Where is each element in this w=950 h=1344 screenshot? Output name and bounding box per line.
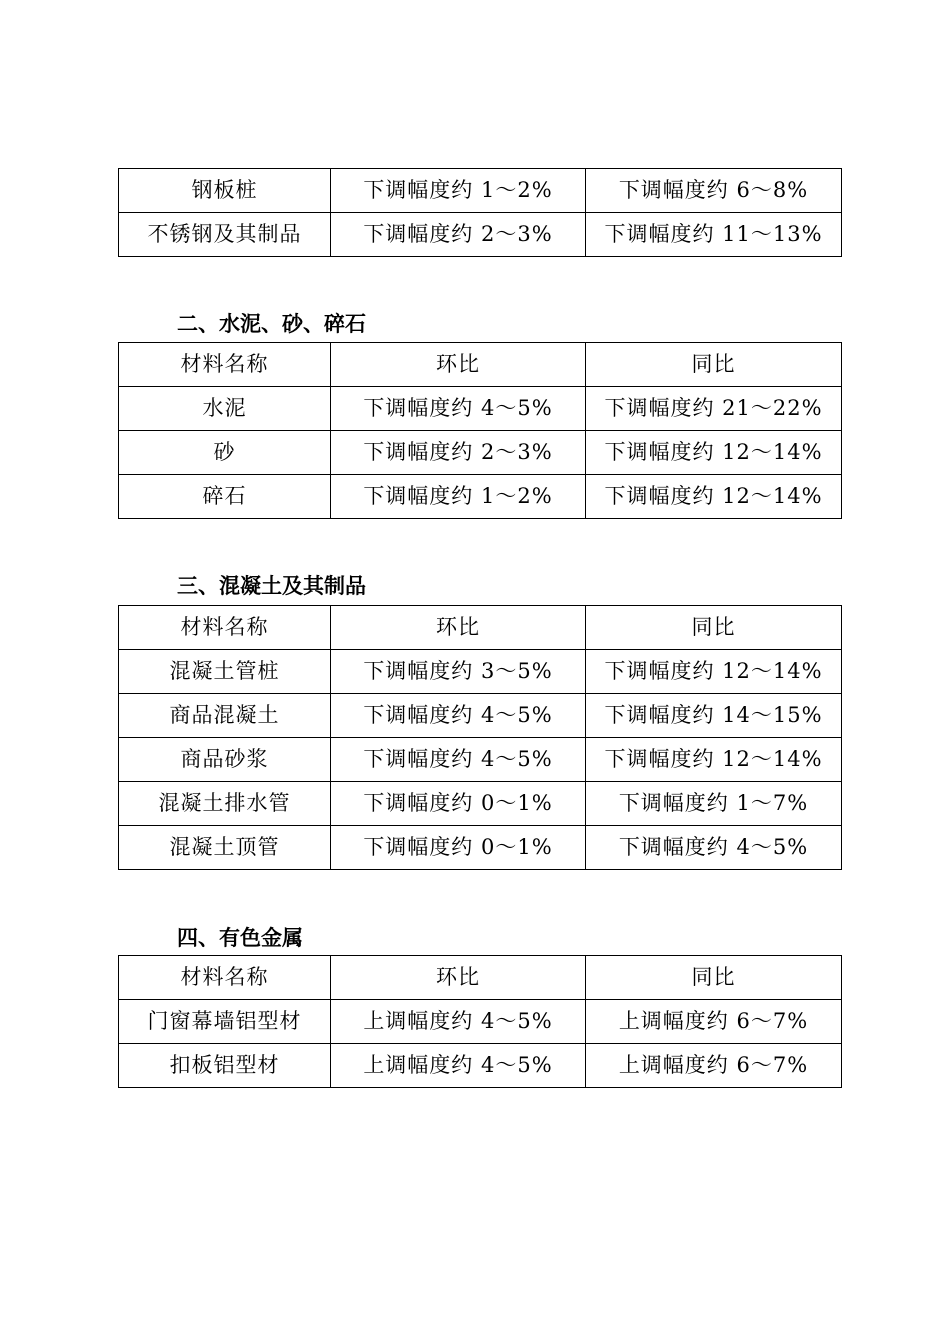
mom-change-cell: 上调幅度约 4～5% [331, 1044, 586, 1088]
material-name-cell: 钢板桩 [119, 169, 331, 213]
yoy-change-cell: 下调幅度约 11～13% [586, 213, 842, 257]
yoy-change-cell: 下调幅度约 12～14% [586, 738, 842, 782]
yoy-change-cell: 下调幅度约 14～15% [586, 694, 842, 738]
header-material-name: 材料名称 [119, 343, 331, 387]
steel-table [118, 168, 842, 257]
section-heading-concrete: 三、混凝土及其制品 [177, 574, 366, 598]
mom-change-cell: 下调幅度约 0～1% [331, 826, 586, 870]
table-row [119, 169, 842, 213]
material-name-cell: 商品砂浆 [119, 738, 331, 782]
mom-change-cell: 下调幅度约 4～5% [331, 694, 586, 738]
mom-change-cell: 下调幅度约 0～1% [331, 782, 586, 826]
mom-change-cell: 下调幅度约 1～2% [331, 169, 586, 213]
header-mom: 环比 [331, 343, 586, 387]
concrete-table [118, 605, 842, 870]
section-heading-nonferrous: 四、有色金属 [177, 926, 303, 950]
material-name-cell: 水泥 [119, 387, 331, 431]
header-material-name: 材料名称 [119, 606, 331, 650]
header-yoy: 同比 [586, 606, 842, 650]
material-name-cell: 混凝土管桩 [119, 650, 331, 694]
table-row [119, 387, 842, 431]
mom-change-cell: 下调幅度约 4～5% [331, 738, 586, 782]
yoy-change-cell: 下调幅度约 12～14% [586, 475, 842, 519]
header-mom: 环比 [331, 606, 586, 650]
table-row [119, 1044, 842, 1088]
table-header-row [119, 956, 842, 1000]
table-header-row [119, 606, 842, 650]
material-name-cell: 商品混凝土 [119, 694, 331, 738]
mom-change-cell: 下调幅度约 1～2% [331, 475, 586, 519]
yoy-change-cell: 下调幅度约 12～14% [586, 650, 842, 694]
table-header-row [119, 343, 842, 387]
table-row [119, 475, 842, 519]
table-row [119, 782, 842, 826]
yoy-change-cell: 上调幅度约 6～7% [586, 1044, 842, 1088]
yoy-change-cell: 下调幅度约 6～8% [586, 169, 842, 213]
yoy-change-cell: 下调幅度约 4～5% [586, 826, 842, 870]
material-name-cell: 不锈钢及其制品 [119, 213, 331, 257]
section-heading-cement: 二、水泥、砂、碎石 [177, 312, 366, 336]
yoy-change-cell: 下调幅度约 1～7% [586, 782, 842, 826]
header-material-name: 材料名称 [119, 956, 331, 1000]
material-name-cell: 混凝土顶管 [119, 826, 331, 870]
table-row [119, 650, 842, 694]
header-mom: 环比 [331, 956, 586, 1000]
mom-change-cell: 下调幅度约 4～5% [331, 387, 586, 431]
material-name-cell: 混凝土排水管 [119, 782, 331, 826]
material-name-cell: 扣板铝型材 [119, 1044, 331, 1088]
yoy-change-cell: 上调幅度约 6～7% [586, 1000, 842, 1044]
yoy-change-cell: 下调幅度约 12～14% [586, 431, 842, 475]
yoy-change-cell: 下调幅度约 21～22% [586, 387, 842, 431]
material-name-cell: 门窗幕墙铝型材 [119, 1000, 331, 1044]
table-row [119, 213, 842, 257]
table-row [119, 1000, 842, 1044]
table-row [119, 826, 842, 870]
material-name-cell: 砂 [119, 431, 331, 475]
header-yoy: 同比 [586, 956, 842, 1000]
nonferrous-table [118, 955, 842, 1088]
table-row [119, 738, 842, 782]
mom-change-cell: 下调幅度约 3～5% [331, 650, 586, 694]
material-name-cell: 碎石 [119, 475, 331, 519]
mom-change-cell: 下调幅度约 2～3% [331, 431, 586, 475]
table-row [119, 431, 842, 475]
mom-change-cell: 下调幅度约 2～3% [331, 213, 586, 257]
table-row [119, 694, 842, 738]
mom-change-cell: 上调幅度约 4～5% [331, 1000, 586, 1044]
cement-table [118, 342, 842, 519]
header-yoy: 同比 [586, 343, 842, 387]
